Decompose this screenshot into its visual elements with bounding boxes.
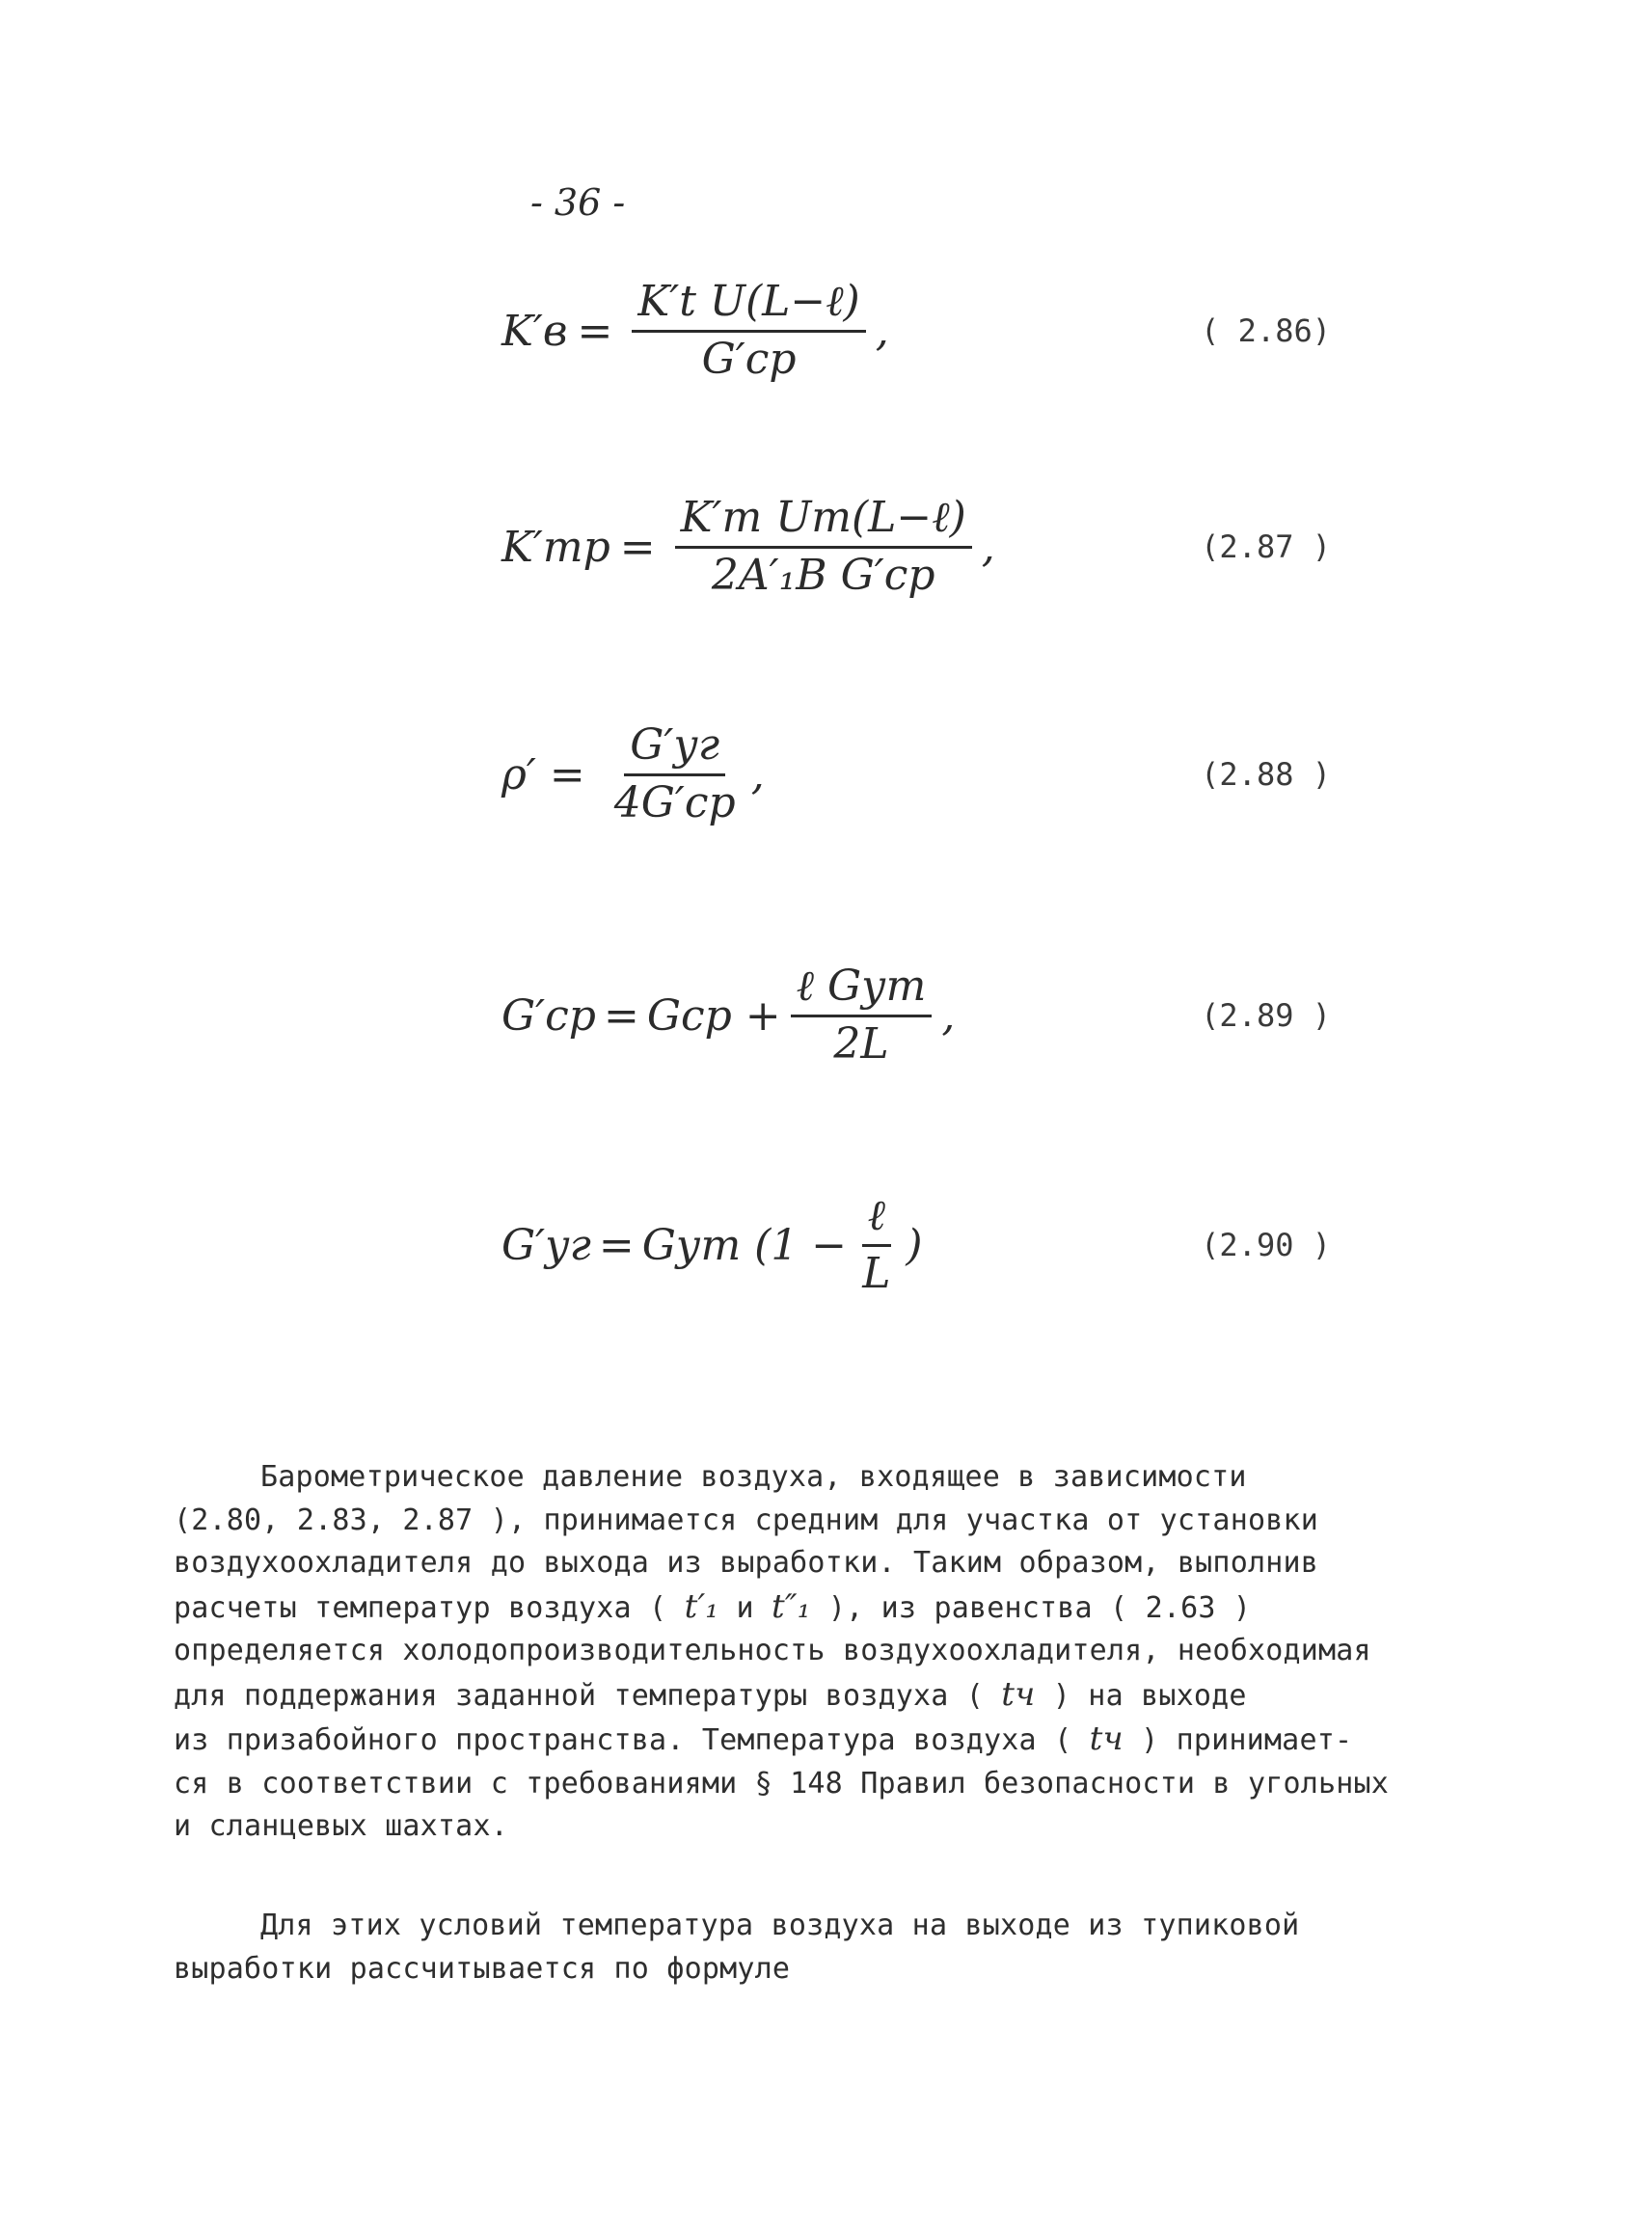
variable-t1-prime: t′₁ [684,1586,719,1626]
fraction-denominator: 2L [833,1018,889,1069]
formula-tail: , [981,522,995,572]
formula-fraction [856,1193,896,1297]
formula-lhs: K′тр [501,522,610,572]
text-fragment: для поддержания заданной температуры воздуха ( [174,1678,985,1713]
fraction-numerator: ℓ Gут [791,963,933,1016]
text-line-content: Для этих условий температура воздуха на выходе из тупиковой [260,1909,1300,1942]
formula-expression [501,474,995,619]
variable-t1-double-prime: t″₁ [772,1586,811,1626]
formula-expression [501,1173,923,1317]
fraction-numerator: ℓ [862,1193,891,1246]
fraction-numerator: K′т Uт(L−ℓ) [675,495,972,548]
equation-number: (2.87 ) [1201,528,1331,565]
text-line [174,1585,1466,1631]
formula-2-87 [501,474,1331,619]
equation-number: (2.90 ) [1201,1227,1331,1263]
formula-fraction [675,495,972,599]
text-fragment: ) принимает- [1141,1723,1353,1757]
formula-equals: = [577,306,613,356]
formula-expression [501,702,765,847]
formula-fraction [632,279,865,383]
formula-equals: = [619,522,656,572]
text-line-content: Барометрическое давление воздуха, входящее в зависимости [260,1460,1247,1494]
formula-fraction [791,963,933,1068]
equation-number: (2.88 ) [1201,756,1331,793]
body-paragraph-1 [174,1456,1466,1849]
formula-tail: , [750,749,765,799]
equation-number: (2.89 ) [1201,997,1331,1034]
text-line [174,1673,1466,1719]
text-line [174,1905,1466,1948]
text-line: ся в соответствии с требованиями § 148 Правил безопасности в угольных [174,1766,1390,1801]
variable-t-ch: tч [1001,1674,1036,1714]
formula-equals: = [549,749,585,799]
formula-equals: = [603,990,639,1041]
formula-lhs: G′уг [501,1220,591,1270]
formula-tail: ) [906,1220,923,1270]
text-fragment: ), из равенства ( 2.63 ) [827,1590,1252,1625]
formula-tail: , [941,990,956,1041]
fraction-numerator: G′уг [624,722,725,775]
formula-lhs: G′ср [501,990,596,1041]
body-paragraph-2 [174,1905,1466,1991]
formula-lhs: ρ′ [501,749,536,799]
text-line: воздухоохладителя до выхода из выработки. Таким образом, выполнив [174,1546,1318,1580]
formula-fraction [609,722,742,826]
fraction-numerator: K′t U(L−ℓ) [632,279,865,332]
fraction-denominator: G′ср [701,334,797,384]
formula-prefix: Gут (1 − [641,1220,848,1270]
text-line [174,1718,1466,1763]
formula-tail: , [875,306,889,356]
formula-2-88 [501,702,1331,847]
fraction-denominator: 4G′ср [613,777,736,827]
formula-2-86 [501,258,1331,403]
formula-lhs: K′в [501,306,568,356]
text-line [174,1456,1466,1500]
equation-number: ( 2.86) [1201,312,1331,349]
formula-prefix: Gср + [646,990,781,1041]
fraction-denominator: 2A′₁B G′ср [711,550,935,600]
text-fragment: и [736,1590,754,1625]
formula-equals: = [598,1220,635,1270]
formula-expression [501,943,955,1088]
fraction-denominator: L [862,1248,891,1298]
page-number: - 36 - [530,181,626,224]
text-line: и сланцевых шахтах. [174,1809,508,1843]
text-fragment: из призабойного пространства. Температура воздуха ( [174,1723,1072,1757]
text-fragment: расчеты температур воздуха ( [174,1590,667,1625]
text-line: (2.80, 2.83, 2.87 ), принимается средним для участка от установки [174,1503,1318,1537]
text-fragment: ) на выходе [1052,1678,1247,1713]
formula-2-89 [501,943,1331,1088]
formula-2-90 [501,1173,1331,1317]
text-line: выработки рассчитывается по формуле [174,1951,791,1986]
formula-expression [501,258,889,403]
variable-t-ch: tч [1089,1720,1124,1758]
text-line: определяется холодопроизводительность воздухоохладителя, необходимая [174,1634,1371,1667]
